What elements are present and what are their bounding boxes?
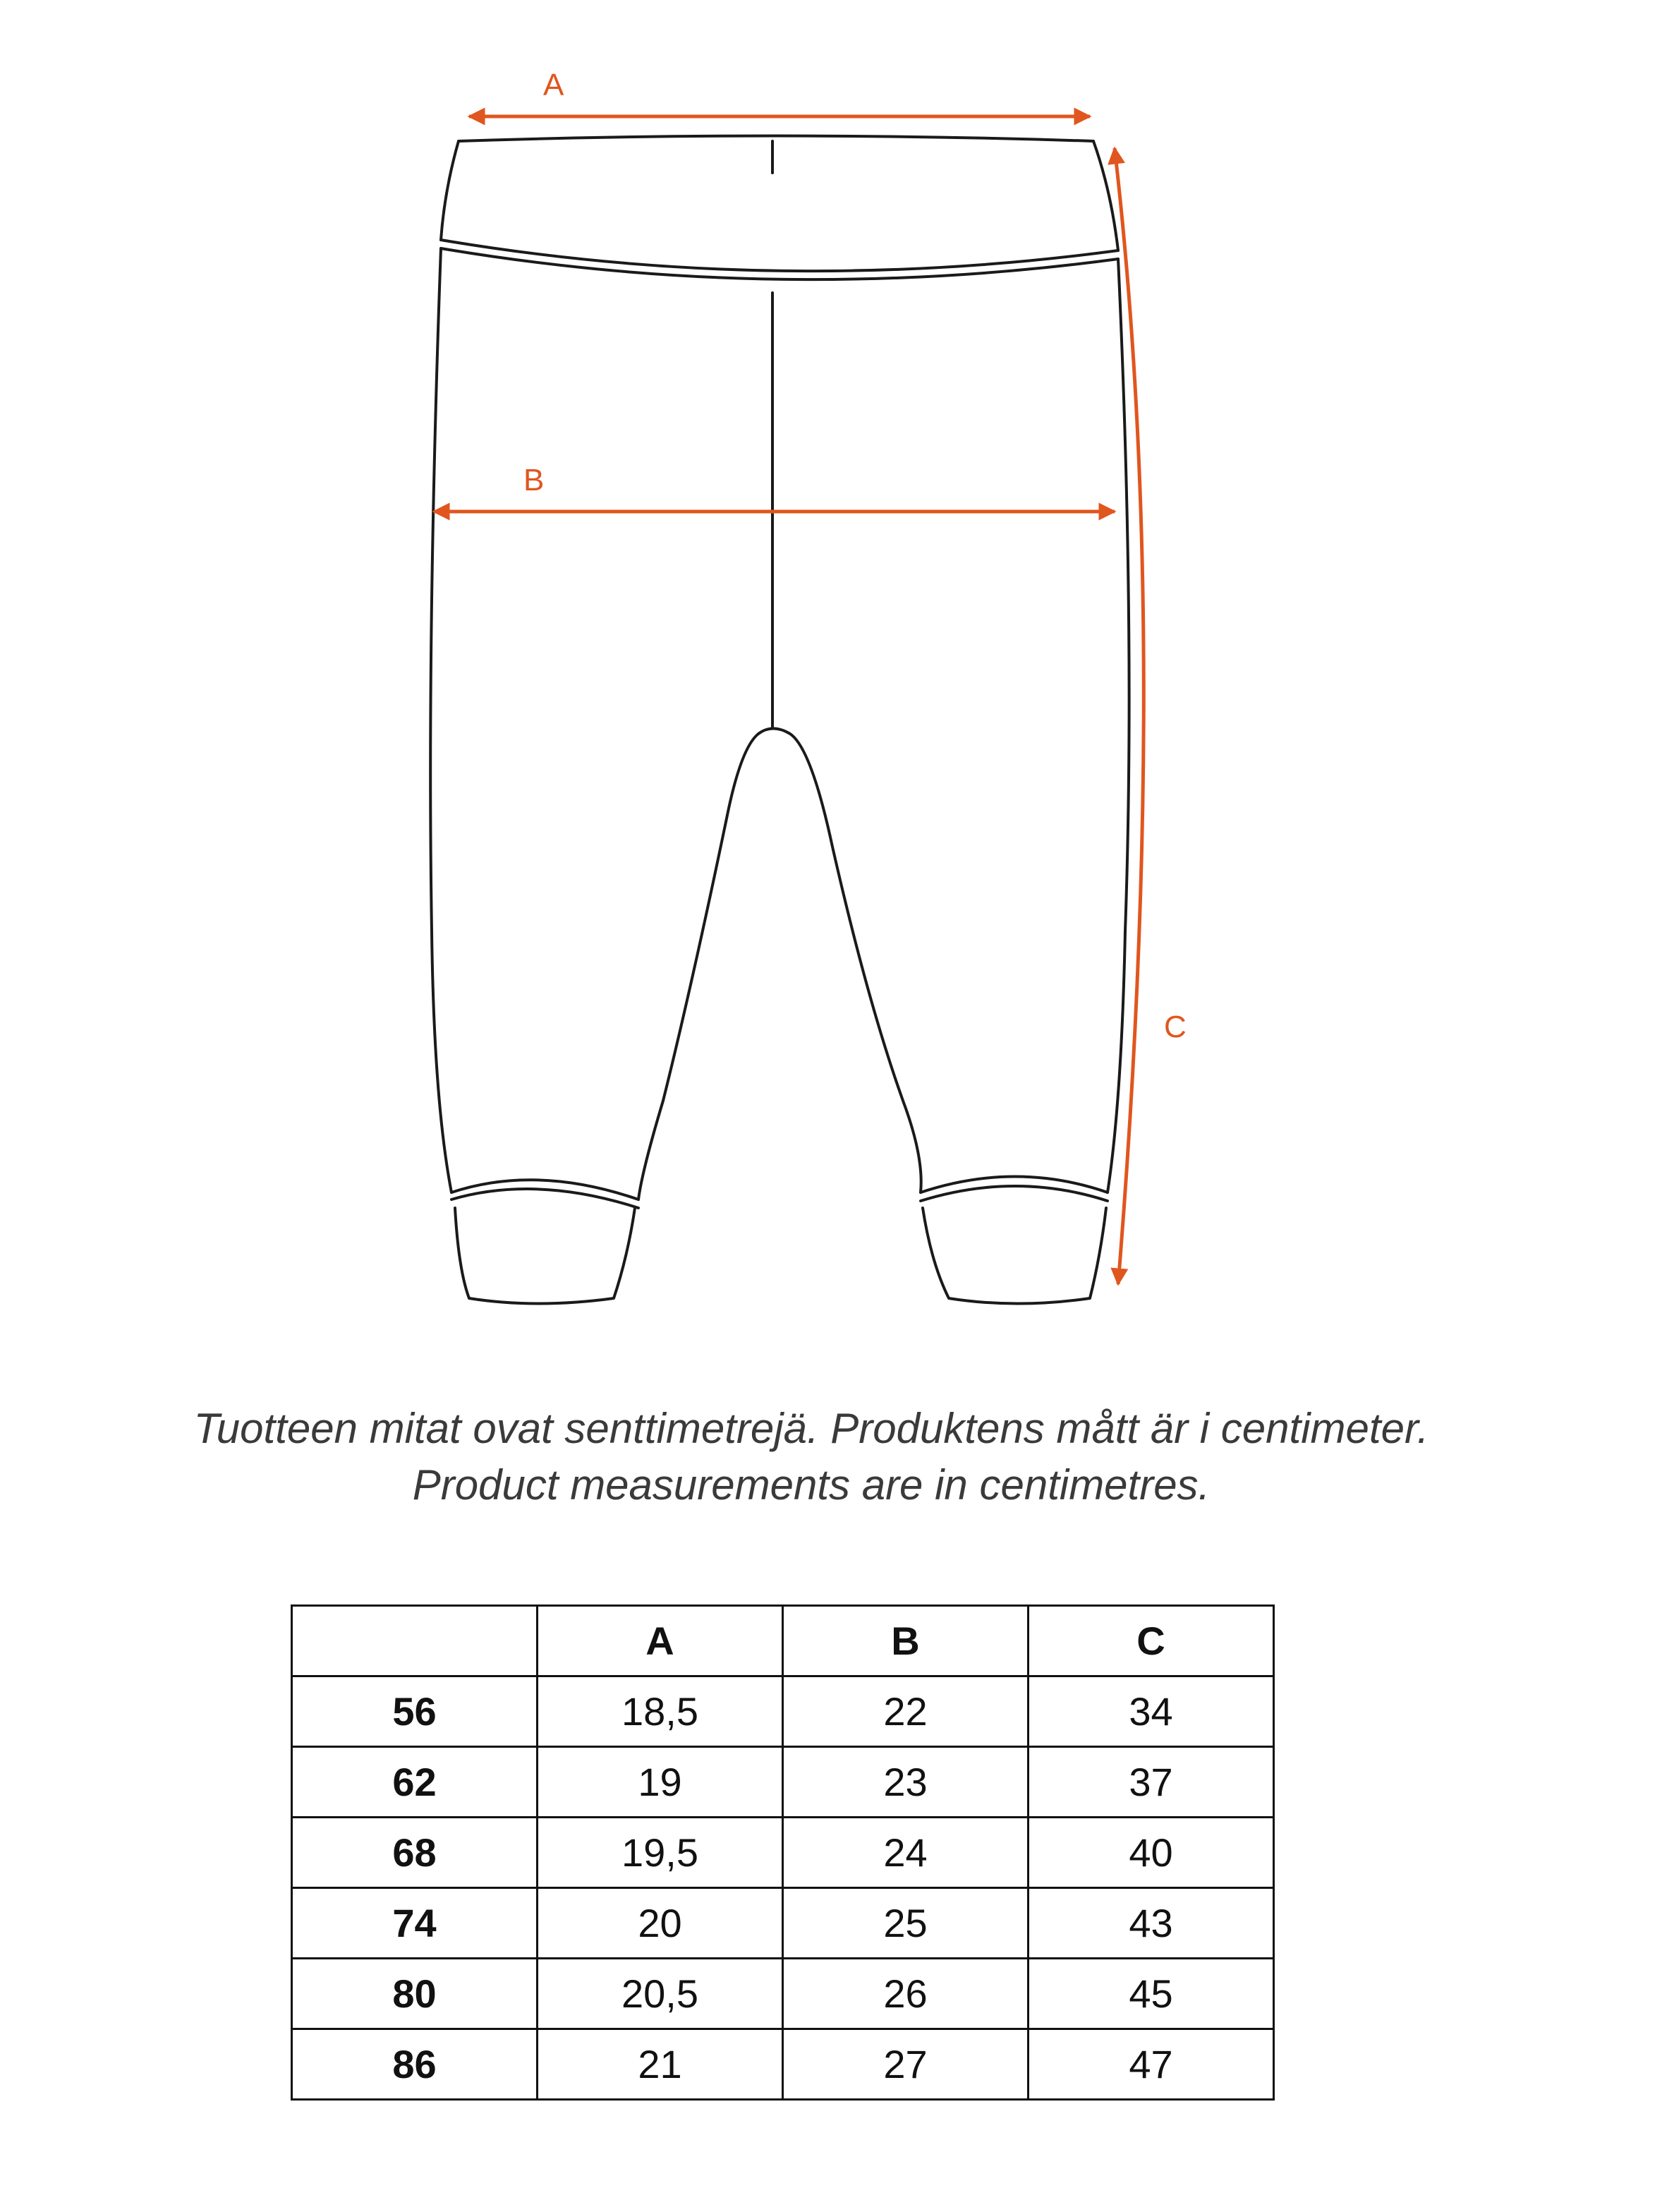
table-row bbox=[292, 2029, 1274, 2100]
value-c-cell: 37 bbox=[1029, 1747, 1274, 1818]
value-c-cell: 34 bbox=[1029, 1676, 1274, 1747]
value-a-cell: 20,5 bbox=[538, 1959, 783, 2029]
pants-outline bbox=[430, 136, 1129, 1304]
header-b: B bbox=[783, 1606, 1029, 1676]
label-b: B bbox=[523, 463, 545, 497]
header-a: A bbox=[538, 1606, 783, 1676]
label-c: C bbox=[1164, 1010, 1187, 1044]
table-row bbox=[292, 1676, 1274, 1747]
value-c-cell: 40 bbox=[1029, 1818, 1274, 1888]
value-a-cell: 19,5 bbox=[538, 1818, 783, 1888]
size-cell: 68 bbox=[292, 1818, 538, 1888]
value-a-cell: 21 bbox=[538, 2029, 783, 2100]
value-b-cell: 24 bbox=[783, 1818, 1029, 1888]
left-outer-leg bbox=[430, 248, 451, 1192]
crotch bbox=[758, 729, 921, 1193]
waistband-left-side bbox=[441, 141, 459, 240]
value-b-cell: 26 bbox=[783, 1959, 1029, 2029]
measurement-arrows bbox=[434, 116, 1144, 1284]
table-row bbox=[292, 1888, 1274, 1959]
right-outer-leg bbox=[1108, 259, 1129, 1192]
right-cuff bbox=[923, 1208, 1106, 1304]
right-cuff-fold bbox=[921, 1177, 1108, 1193]
table-row bbox=[292, 1818, 1274, 1888]
measurement-caption bbox=[0, 1401, 1623, 1513]
value-c-cell: 47 bbox=[1029, 2029, 1274, 2100]
left-inner-leg bbox=[638, 734, 758, 1199]
table-row bbox=[292, 1747, 1274, 1818]
label-a: A bbox=[543, 68, 564, 102]
size-cell: 80 bbox=[292, 1959, 538, 2029]
header-size bbox=[292, 1606, 538, 1676]
value-a-cell: 20 bbox=[538, 1888, 783, 1959]
caption-line-2: Product measurements are in centimetres. bbox=[412, 1461, 1211, 1509]
value-b-cell: 23 bbox=[783, 1747, 1029, 1818]
table-header-row bbox=[292, 1606, 1274, 1676]
value-b-cell: 27 bbox=[783, 2029, 1029, 2100]
value-b-cell: 22 bbox=[783, 1676, 1029, 1747]
value-c-cell: 45 bbox=[1029, 1959, 1274, 2029]
left-cuff bbox=[455, 1208, 635, 1304]
table-row bbox=[292, 1959, 1274, 2029]
caption-line-1: Tuotteen mitat ovat senttimetrejä. Produktens mått är i centimeter. bbox=[193, 1405, 1429, 1452]
size-chart-table bbox=[291, 1604, 1275, 2101]
value-b-cell: 25 bbox=[783, 1888, 1029, 1959]
header-c: C bbox=[1029, 1606, 1274, 1676]
value-a-cell: 19 bbox=[538, 1747, 783, 1818]
waistband-seam bbox=[441, 240, 1118, 271]
waistband-top bbox=[459, 136, 1093, 142]
size-cell: 74 bbox=[292, 1888, 538, 1959]
size-cell: 56 bbox=[292, 1676, 538, 1747]
value-a-cell: 18,5 bbox=[538, 1676, 783, 1747]
value-c-cell: 43 bbox=[1029, 1888, 1274, 1959]
size-cell: 86 bbox=[292, 2029, 538, 2100]
size-cell: 62 bbox=[292, 1747, 538, 1818]
